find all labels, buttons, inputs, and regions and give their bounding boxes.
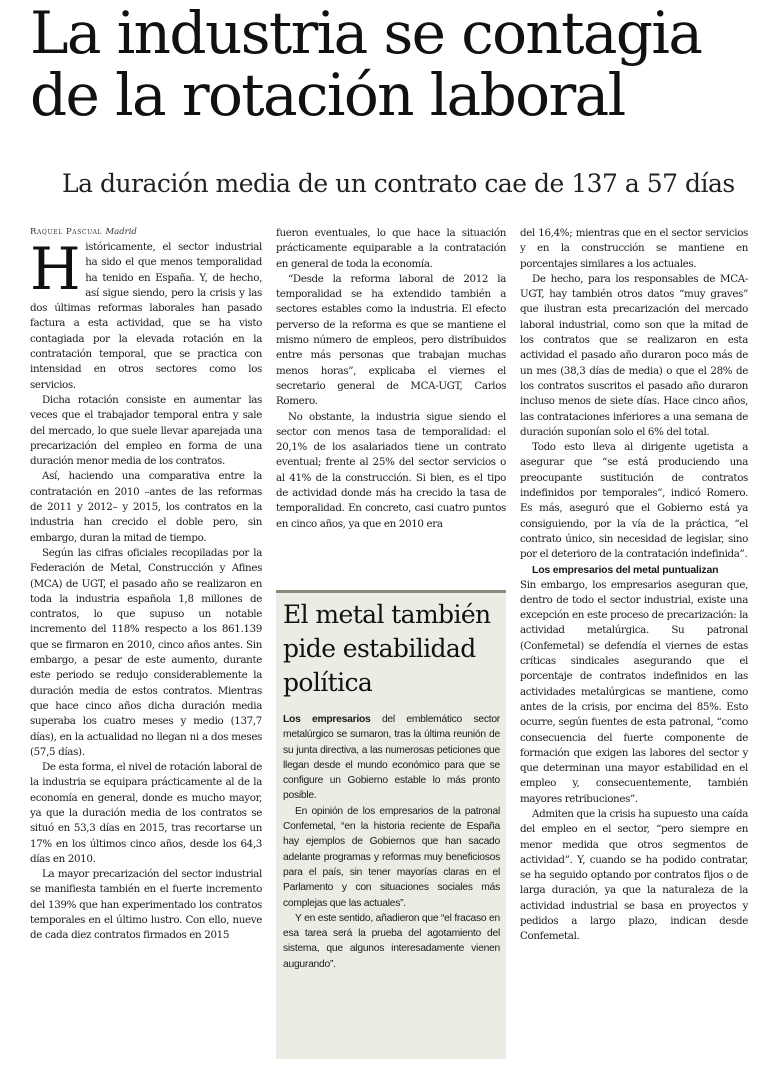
paragraph: De hecho, para los responsables de MCA-UGT, hay también otros datos “muy graves” que ilustran esta precarización del mercado laboral industrial, como son que la mitad de los contratos que se realizaron en esta actividad el pasado año duraron poco más de un mes (38,3 días de media) o que el 28% de los contratos suscritos el pasado año duraron incluso menos de siete días. Hace cinco años, las contrataciones inferiores a una semana de duración suponían solo el 6% del total.: [520, 272, 748, 438]
paragraph: La mayor precarización del sector industrial se manifiesta también en el fuerte incremento del 139% que han experimentado los contratos temporales en el último lustro. Con ello, nueve de cada diez contratos firmados en 2015: [30, 868, 262, 942]
paragraph: [283, 712, 500, 804]
headline: La industria se contagia de la rotación laboral: [30, 0, 702, 129]
paragraph-text: istóricamente, el sector industrial ha sido el que menos temporalidad ha tenido en España. Y, de hecho, así sigue siendo, pero la crisis y las dos últimas reformas laborales han pasado factura a esta actividad, que se ha visto contagiada por la elevada rotación en la contratación temporal, que se practica con intensidad en otros sectores como los servicios.: [30, 241, 262, 391]
paragraph: del 16,4%; mientras que en el sector servicios y en la construcción se mantiene en porcentajes similares a los actuales.: [520, 227, 748, 270]
sidebar-body: [283, 712, 500, 972]
byline-place: Madrid: [105, 227, 137, 237]
paragraph: “Desde la reforma laboral de 2012 la temporalidad se ha extendido también a sectores estables como la industria. El efecto perverso de la reforma es que se mantiene el mismo número de empleos, pero distribuidos entre más personas que trabajan muchas menos horas”, explicaba el viernes el secretario general de MCA-UGT, Carlos Romero.: [276, 272, 506, 408]
article-column-3: [520, 226, 748, 945]
sidebar-title: El metal también pide estabilidad política: [283, 600, 491, 697]
paragraph: De esta forma, el nivel de rotación laboral de la industria se equipara prácticamente al de la economía en general, donde es mucho mayor, ya que la duración media de los contratos se situó en 53,3 días en 2015, tras recortarse un 17% en los últimos cinco años, desde los 64,3 días en 2010.: [30, 761, 262, 865]
article-column-1: [30, 235, 262, 944]
paragraph: fueron eventuales, lo que hace la situación prácticamente equiparable a la contratación en general de toda la economía.: [276, 227, 506, 270]
paragraph: Dicha rotación consiste en aumentar las veces que el trabajador temporal entra y sale del mercado, lo que suele llevar aparejada una precarización del empleo en forma de una duración menor media de los contratos.: [30, 393, 262, 468]
byline-author: Raquel Pascual: [30, 227, 103, 237]
paragraph: Así, haciendo una comparativa entre la contratación en 2010 –antes de las reformas de 2011 y 2012– y 2015, los contratos en la industria han crecido el doble pero, sin embargo, duran la mitad de tiempo.: [30, 470, 262, 544]
sidebar-lead: Los empresarios: [283, 714, 371, 725]
section-subhead: Los empresarios del metal puntualizan: [532, 563, 719, 576]
paragraph: Sin embargo, los empresarios aseguran que, dentro de todo el sector industrial, existe una excepción en este proceso de precarización: la actividad metalúrgica. Su patronal (Confemetal) se defendía el viernes de estas críticas sindicales asegurando que el porcentaje de contratos indefinidos en las actividades metalúrgicas se mantiene, como antes de la crisis, por encima del 85%. Esto ocurre, según fuentes de esta patronal, “como consecuencia del fuerte componente de formación que exigen las labores del sector y que determinan una mayor estabilidad en el empleo y, consecuentemente, también mayores retribuciones”.: [520, 578, 748, 805]
paragraph: Según las cifras oficiales recopiladas por la Federación de Metal, Construcción y Afines (MCA) de UGT, el pasado año se realizaron en toda la industria española 1,8 millones de contratos, lo que supuso un notable incremento del 118% respecto a los 861.139 que se firmaron en 2010, cinco años antes. Sin embargo, a pesar de este aumento, durante este periodo se redujo considerablemente la duración media de estos contratos. Mientras que hace cinco años dicha duración media superaba los cuatro meses y medio (137,7 días), en la actualidad no llegan ni a dos meses (57,5 días).: [30, 546, 262, 758]
article-column-2: [276, 226, 506, 532]
paragraph: Y en este sentido, añadieron que “el fracaso en esa tarea será la prueba del agotamiento del sistema, que algunos interesadamente vienen augurando”.: [283, 912, 500, 970]
paragraph: [30, 235, 262, 393]
paragraph: Admiten que la crisis ha supuesto una caída del empleo en el sector, “pero siempre en menor medida que otros segmentos de actividad”. Y, cuando se ha podido contratar, se ha seguido optando por contratos fijos o de larga duración, ya que la naturaleza de la actividad industrial se basa en proyectos y pedidos a largo plazo, indican desde Confemetal.: [520, 807, 748, 943]
subtitle: La duración media de un contrato cae de 137 a 57 días: [62, 169, 735, 198]
paragraph: Todo esto lleva al dirigente ugetista a asegurar que “se está produciendo una preocupante sustitución de contratos indefinidos por temporales”, indicó Romero. Es más, aseguró que el Gobierno está ya consiguiendo, por la vía de la práctica, “el contrato único, sin necesidad de legislar, sino por el deterioro de la contratación indefinida”.: [520, 441, 748, 561]
paragraph: No obstante, la industria sigue siendo el sector con menos tasa de temporalidad: el 20,1% de los asalariados tiene un contrato eventual; frente al 25% del sector servicios o al 41% de la construcción. Si bien, es el tipo de actividad donde más ha crecido la tasa de temporalidad. En concreto, casi cuatro puntos en cinco años, ya que en 2010 era: [276, 410, 506, 530]
paragraph: En opinión de los empresarios de la patronal Confemetal, “en la historia reciente de España hay ejemplos de Gobiernos que han sacado adelante programas y reformas muy beneficiosos para el país, sin tener mayorías claras en el Parlamento y con situaciones sociales más complejas que las actuales”.: [283, 805, 500, 909]
paragraph-text: del emblemático sector metalúrgico se sumaron, tras la última reunión de su junta directiva, a las numerosas peticiones que llegan desde el mundo económico para que se configure un Gobierno estable lo más pronto posible.: [283, 714, 500, 802]
dropcap: H: [30, 235, 81, 303]
